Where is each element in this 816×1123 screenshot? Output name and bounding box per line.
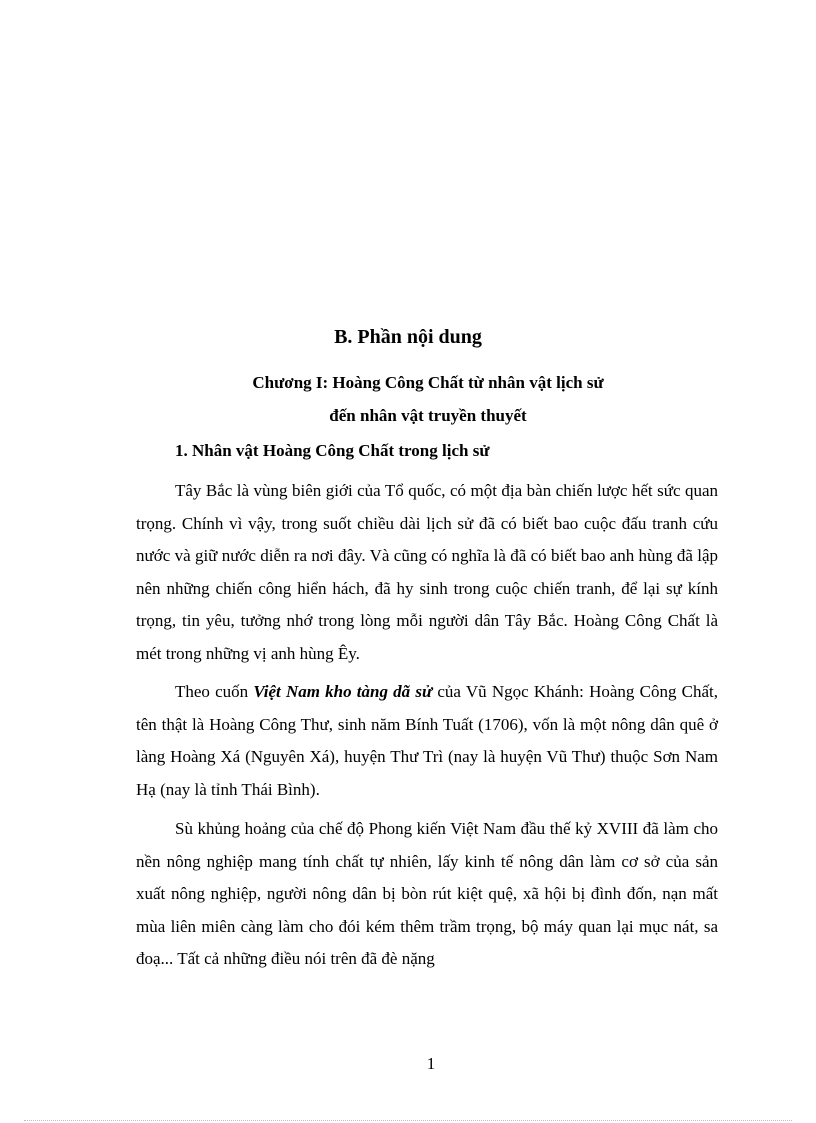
book-title: Việt Nam kho tàng dã sử [253,682,433,701]
paragraph-3: Sù khủng hoảng của chế độ Phong kiến Việt Nam đầu thế kỷ XVIII đã làm cho nền nông nghiệp mang tính chất tự nhiên, lấy kinh tế nông dân làm cơ sở của sản xuất nông nghiệp, người nông dân bị bòn rút kiệt quệ, xã hội bị đình đốn, nạn mất mùa liên miên càng làm cho đói kém thêm trầm trọng, bộ máy quan lại mục nát, sa đoạ... Tất cả những điều nói trên đã đè nặng [136,819,718,969]
paragraph-1: Tây Bắc là vùng biên giới của Tổ quốc, có một địa bàn chiến lược hết sức quan trọng. Chính vì vậy, trong suốt chiều dài lịch sử đã có biết bao cuộc đấu tranh cứu nước và giữ nước diễn ra nơi đây. Và cũng có nghĩa là đã có biết bao anh hùng đã lập nên những chiến công hiển hách, đã hy sinh trong cuộc chiến tranh, để lại sự kính trọng, tin yêu, tưởng nhớ trong lòng mỗi người dân Tây Bắc. Hoàng Công Chất là mét trong những vị anh hùng Êy. [136,481,718,663]
chapter-title-line-1: Chương I: Hoàng Công Chất từ nhân vật lịch sử [252,373,604,392]
paragraph-2-body: của Vũ Ngọc Khánh: Hoàng Công Chất, tên thật là Hoàng Công Thư, sinh năm Bính Tuất (1706), vốn là một nông dân quê ở làng Hoàng Xá (Nguyên Xá), huyện Thư Trì (nay là huyện Vũ Thư) thuộc Sơn Nam Hạ (nay là tỉnh Thái Bình). [136,682,719,799]
chapter-title-line-2: đến nhân vật truyền thuyết [329,406,527,425]
part-title: B. Phần nội dung [334,326,482,348]
paragraph-2 [136,676,718,806]
page-bottom-border [24,1120,792,1121]
page-number: 1 [426,1054,436,1073]
paragraph-2-intro: Theo cuốn [175,682,254,701]
section-title: 1. Nhân vật Hoàng Công Chất trong lịch sử [175,441,490,460]
